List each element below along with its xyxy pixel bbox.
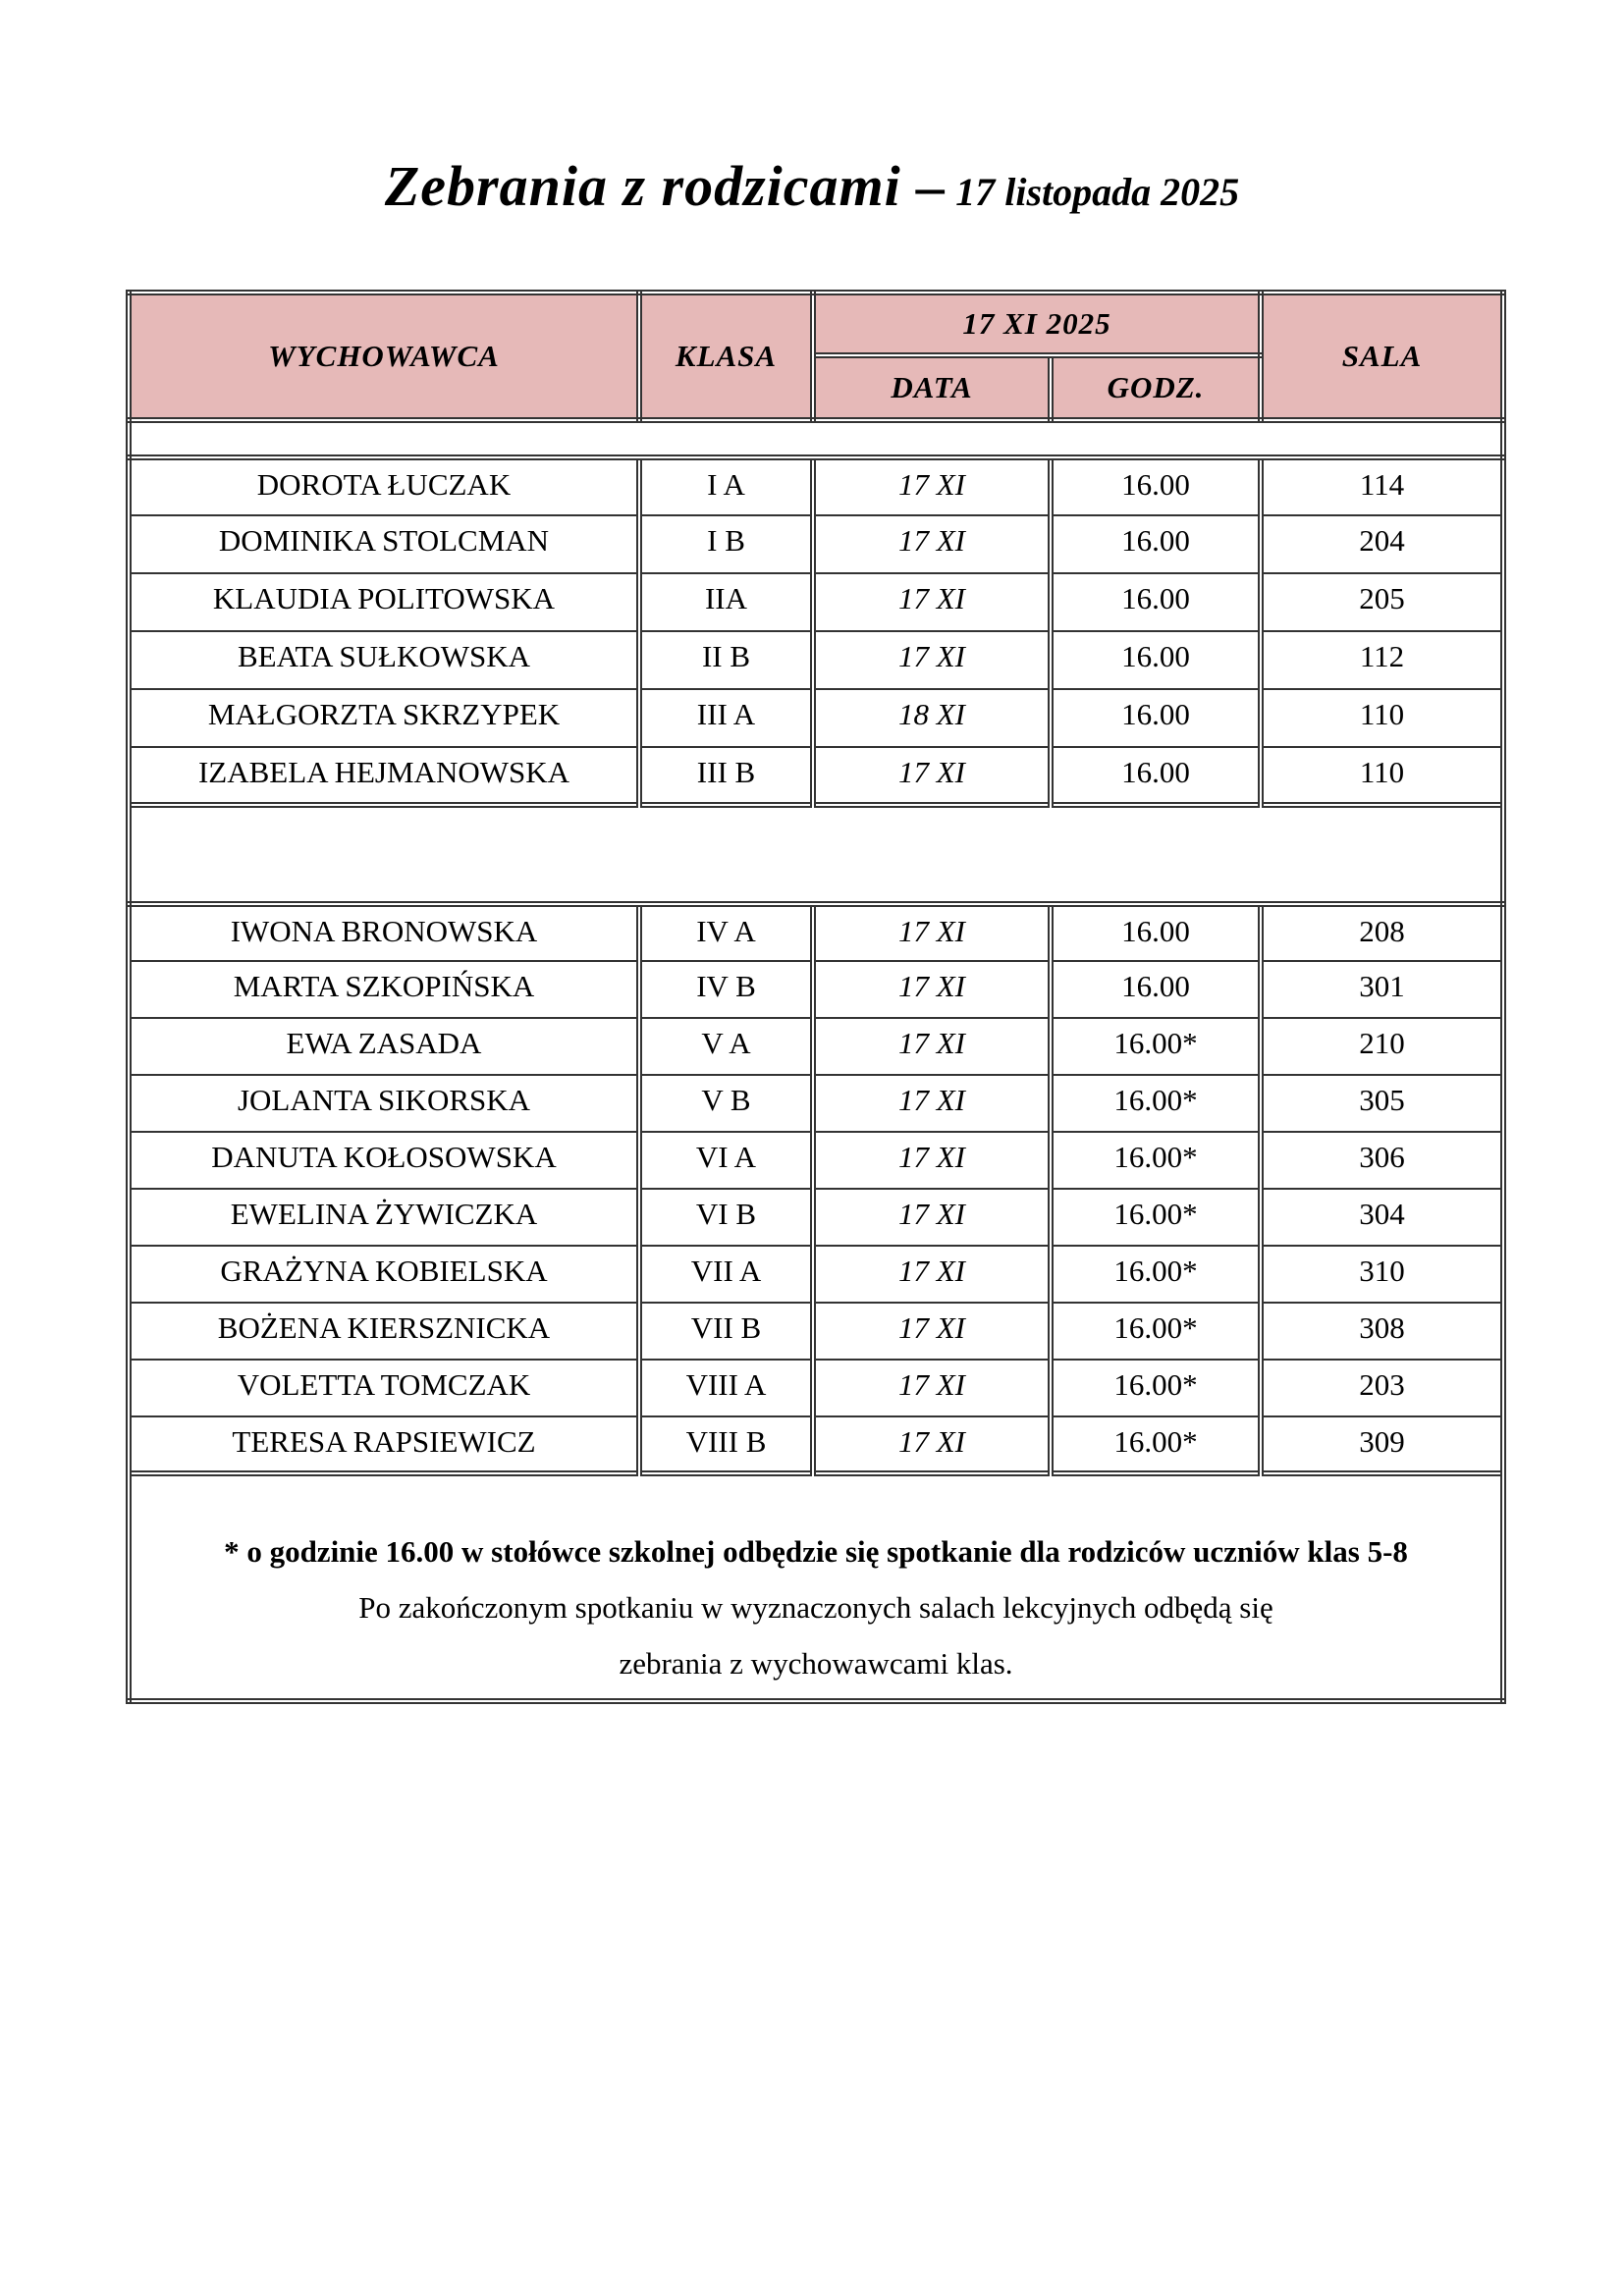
cell-godz: 16.00: [1051, 961, 1261, 1018]
cell-klasa: III B: [639, 747, 813, 805]
cell-sala: 110: [1261, 747, 1503, 805]
cell-wychowawca: BOŻENA KIERSZNICKA: [129, 1303, 639, 1360]
footer-note-line2: Po zakończonym spotkaniu w wyznaczonych salach lekcyjnych odbędą się: [358, 1590, 1273, 1625]
cell-data: 17 XI: [813, 747, 1051, 805]
table-row: [129, 631, 1503, 689]
cell-godz: 16.00*: [1051, 1360, 1261, 1416]
table-row: [129, 1246, 1503, 1303]
cell-data: 17 XI: [813, 515, 1051, 573]
cell-klasa: VIII A: [639, 1360, 813, 1416]
cell-data: 17 XI: [813, 1189, 1051, 1246]
cell-godz: 16.00: [1051, 689, 1261, 747]
table-row: [129, 457, 1503, 515]
cell-wychowawca: IZABELA HEJMANOWSKA: [129, 747, 639, 805]
cell-data: 17 XI: [813, 961, 1051, 1018]
cell-klasa: IV B: [639, 961, 813, 1018]
spacer-row: [129, 420, 1503, 457]
cell-wychowawca: GRAŻYNA KOBIELSKA: [129, 1246, 639, 1303]
table-header-row-1: [129, 293, 1503, 355]
cell-wychowawca: MARTA SZKOPIŃSKA: [129, 961, 639, 1018]
cell-data: 17 XI: [813, 1018, 1051, 1075]
cell-data: 17 XI: [813, 904, 1051, 961]
cell-sala: 205: [1261, 573, 1503, 631]
cell-wychowawca: VOLETTA TOMCZAK: [129, 1360, 639, 1416]
page-title-date: 17 listopada 2025: [955, 170, 1240, 214]
meetings-table: [126, 290, 1506, 1704]
cell-data: 18 XI: [813, 689, 1051, 747]
table-row: [129, 1018, 1503, 1075]
table-row: [129, 961, 1503, 1018]
table-row: [129, 1075, 1503, 1132]
cell-godz: 16.00: [1051, 747, 1261, 805]
cell-wychowawca: MAŁGORZTA SKRZYPEK: [129, 689, 639, 747]
header-sala: SALA: [1261, 293, 1503, 420]
cell-godz: 16.00: [1051, 573, 1261, 631]
cell-sala: 112: [1261, 631, 1503, 689]
table-row: [129, 1416, 1503, 1473]
cell-klasa: V A: [639, 1018, 813, 1075]
cell-wychowawca: EWELINA ŻYWICZKA: [129, 1189, 639, 1246]
cell-data: 17 XI: [813, 631, 1051, 689]
footer-notes-row: [129, 1473, 1503, 1701]
cell-wychowawca: IWONA BRONOWSKA: [129, 904, 639, 961]
cell-wychowawca: BEATA SUŁKOWSKA: [129, 631, 639, 689]
table-row: [129, 1132, 1503, 1189]
cell-klasa: IV A: [639, 904, 813, 961]
cell-sala: 309: [1261, 1416, 1503, 1473]
cell-wychowawca: EWA ZASADA: [129, 1018, 639, 1075]
page-title: [0, 153, 1624, 219]
table-row: [129, 904, 1503, 961]
cell-wychowawca: DANUTA KOŁOSOWSKA: [129, 1132, 639, 1189]
header-klasa: KLASA: [639, 293, 813, 420]
cell-godz: 16.00: [1051, 631, 1261, 689]
cell-sala: 305: [1261, 1075, 1503, 1132]
cell-sala: 110: [1261, 689, 1503, 747]
cell-godz: 16.00*: [1051, 1075, 1261, 1132]
cell-sala: 301: [1261, 961, 1503, 1018]
cell-klasa: IIA: [639, 573, 813, 631]
table-row: [129, 747, 1503, 805]
cell-data: 17 XI: [813, 457, 1051, 515]
cell-klasa: VI B: [639, 1189, 813, 1246]
cell-wychowawca: DOROTA ŁUCZAK: [129, 457, 639, 515]
cell-data: 17 XI: [813, 1303, 1051, 1360]
cell-klasa: VII B: [639, 1303, 813, 1360]
cell-sala: 208: [1261, 904, 1503, 961]
gap-cell: [129, 805, 1503, 904]
header-date-group: 17 XI 2025: [813, 293, 1261, 355]
cell-sala: 204: [1261, 515, 1503, 573]
cell-sala: 210: [1261, 1018, 1503, 1075]
spacer-cell: [129, 420, 1503, 457]
cell-data: 17 XI: [813, 1416, 1051, 1473]
cell-godz: 16.00*: [1051, 1189, 1261, 1246]
cell-data: 17 XI: [813, 1246, 1051, 1303]
cell-godz: 16.00: [1051, 515, 1261, 573]
table-row: [129, 689, 1503, 747]
header-godz: GODZ.: [1051, 355, 1261, 420]
page-title-main: Zebrania z rodzicami –: [384, 154, 947, 218]
table-row: [129, 573, 1503, 631]
cell-klasa: II B: [639, 631, 813, 689]
footer-note-asterisk: * o godzinie 16.00 w stołówce szkolnej odbędzie się spotkanie dla rodziców uczniów klas 5-8: [224, 1534, 1408, 1569]
cell-godz: 16.00*: [1051, 1018, 1261, 1075]
cell-klasa: I A: [639, 457, 813, 515]
cell-data: 17 XI: [813, 573, 1051, 631]
cell-godz: 16.00: [1051, 457, 1261, 515]
table-row: [129, 1360, 1503, 1416]
table-row: [129, 1303, 1503, 1360]
cell-data: 17 XI: [813, 1360, 1051, 1416]
cell-sala: 114: [1261, 457, 1503, 515]
cell-wychowawca: JOLANTA SIKORSKA: [129, 1075, 639, 1132]
cell-klasa: V B: [639, 1075, 813, 1132]
cell-data: 17 XI: [813, 1075, 1051, 1132]
cell-godz: 16.00*: [1051, 1246, 1261, 1303]
cell-godz: 16.00*: [1051, 1132, 1261, 1189]
table-row: [129, 515, 1503, 573]
cell-sala: 304: [1261, 1189, 1503, 1246]
header-wychowawca: WYCHOWAWCA: [129, 293, 639, 420]
footer-notes-cell: [129, 1473, 1503, 1701]
cell-klasa: I B: [639, 515, 813, 573]
cell-klasa: VIII B: [639, 1416, 813, 1473]
cell-sala: 308: [1261, 1303, 1503, 1360]
cell-wychowawca: TERESA RAPSIEWICZ: [129, 1416, 639, 1473]
cell-wychowawca: DOMINIKA STOLCMAN: [129, 515, 639, 573]
footer-note-line3: zebrania z wychowawcami klas.: [619, 1646, 1013, 1681]
cell-sala: 310: [1261, 1246, 1503, 1303]
gap-row: [129, 805, 1503, 904]
cell-klasa: III A: [639, 689, 813, 747]
cell-klasa: VII A: [639, 1246, 813, 1303]
cell-godz: 16.00: [1051, 904, 1261, 961]
table-row: [129, 1189, 1503, 1246]
cell-sala: 306: [1261, 1132, 1503, 1189]
cell-data: 17 XI: [813, 1132, 1051, 1189]
cell-sala: 203: [1261, 1360, 1503, 1416]
cell-godz: 16.00*: [1051, 1303, 1261, 1360]
cell-klasa: VI A: [639, 1132, 813, 1189]
cell-godz: 16.00*: [1051, 1416, 1261, 1473]
header-data: DATA: [813, 355, 1051, 420]
cell-wychowawca: KLAUDIA POLITOWSKA: [129, 573, 639, 631]
